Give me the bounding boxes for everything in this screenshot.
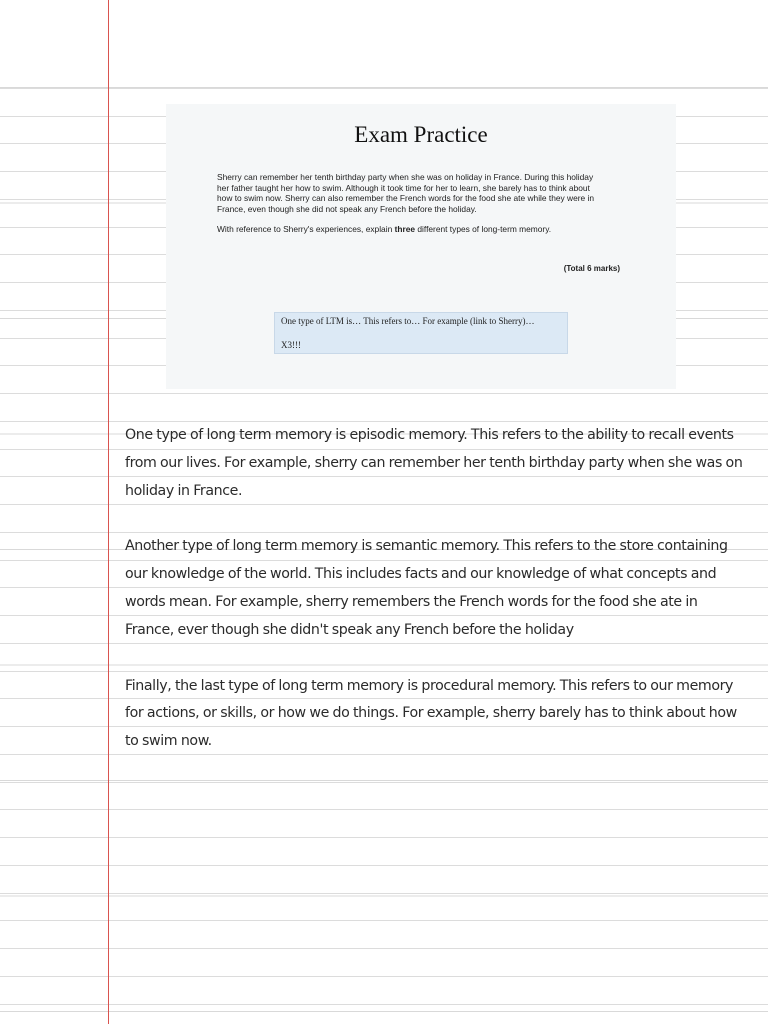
total-marks: (Total 6 marks) <box>563 264 620 273</box>
exam-title: Exam Practice <box>354 122 488 147</box>
question-bold: three <box>394 224 416 234</box>
scenario-text: Sherry can remember her tenth birthday party when she was on holiday in France. During this holiday her father taught her how to swim. Although it took time for her to learn, she barely has to think about how to swim now. Sherry can also remember the French words for the food she ate while they were in France, even though she did not speak any French before the holiday. <box>217 172 595 214</box>
margin-line <box>108 0 109 1024</box>
question-text <box>217 224 607 235</box>
hint-box <box>274 312 568 354</box>
hint-line-1: One type of LTM is… This refers to… For example (link to Sherry)… <box>281 316 535 326</box>
hint-line-2: X3!!! <box>281 340 301 350</box>
answer-procedural: Finally, the last type of long term memory is procedural memory. This refers to our memory for actions, or skills, or how we do things. For example, sherry barely has to think about how to swim now. <box>125 677 737 750</box>
exam-practice-image[interactable] <box>166 104 676 389</box>
question-after: different types of long-term memory. <box>415 224 552 234</box>
question-before: With reference to Sherry's experiences, explain <box>217 224 395 234</box>
handwritten-answers[interactable] <box>125 422 745 784</box>
answer-episodic: One type of long term memory is episodic memory. This refers to the ability to recall events from our lives. For example, sherry can remember her tenth birthday party when she was on holiday in France. <box>125 427 743 499</box>
answer-semantic: Another type of long term memory is semantic memory. This refers to the store containing our knowledge of the world. This includes facts and our knowledge of what concepts and words mean. For example, sherry remembers the French words for the food she ate in France, ever though she didn't speak any French before the holiday <box>125 538 728 638</box>
